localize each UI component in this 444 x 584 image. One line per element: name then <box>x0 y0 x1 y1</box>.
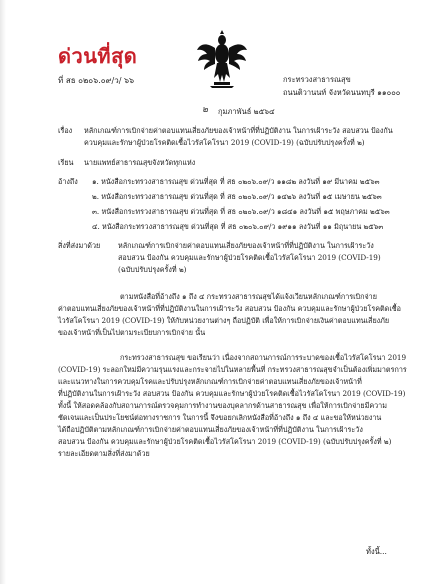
date-text: กุมภาพันธ์ ๒๕๖๔ <box>218 107 275 116</box>
paragraph-2-line: สอบสวน ป้องกัน ควบคุมและรักษาผู้ป่วยโรคติดเชื้อไวรัสโคโรนา 2019 (COVID-19) (ฉบับปรับปรุงครั้งที่ ๒) <box>58 437 392 446</box>
attachment-line-1: หลักเกณฑ์การเบิกจ่ายค่าตอบแทนเสี่ยงภัยของเจ้าหน้าที่ที่ปฏิบัติงาน ในการเฝ้าระวัง <box>118 241 374 250</box>
subject-label: เรื่อง <box>58 126 73 135</box>
attachment-label: สิ่งที่ส่งมาด้วย <box>58 241 101 250</box>
garuda-emblem-icon <box>196 30 248 88</box>
paragraph-2-line: (COVID-19) ระลอกใหม่มีความรุนแรงและกระจายไปในหลายพื้นที่ กระทรวงสาธารณสุขจำเป็นต้องเพิ่มมาตรการ <box>58 365 407 374</box>
paragraph-2-line: รายละเอียดตามสิ่งที่ส่งมาด้วย <box>58 449 150 458</box>
agency-address <box>283 73 400 99</box>
paragraph-1-line: ค่าตอบแทนเสี่ยงภัยของเจ้าหน้าที่ที่ปฏิบัติงานในการเฝ้าระวัง สอบสวน ป้องกัน ควบคุมและรักษาผู้ป่วยโรคติดเชื้อ <box>58 304 401 313</box>
urgent-stamp: ด่วนที่สุด <box>58 44 138 68</box>
reference-item: ๑. หนังสือกระทรวงสาธารณสุข ด่วนที่สุด ที่ สธ ๐๒๐๖.๐๙/ว ๑๑๘๒ ลงวันที่ ๑๙ มีนาคม ๒๕๖๓ <box>92 177 380 186</box>
paragraph-2-line: ทั้งนี้ ให้สอดคล้องกับสถานการณ์ตรวจคุมการทำงานของบุคลากรด้านสาธารณสุข เพื่อให้การเบิกจ่ายมีความ <box>58 401 387 410</box>
paragraph-2-line: ชัดเจนและเป็นประโยชน์ต่อทางราชการ ในการนี้ จึงขอยกเลิกหนังสือที่อ้างถึง ๑ ถึง ๔ และขอให้หน่วยงาน <box>58 413 382 422</box>
continuation-text: ทั้งนี้... <box>366 547 387 556</box>
paragraph-2-line: ได้ถือปฏิบัติตามหลักเกณฑ์การเบิกจ่ายค่าตอบแทนเสี่ยงภัยของเจ้าหน้าที่ที่ปฏิบัติงาน ในการเฝ้าระวัง <box>58 425 363 434</box>
paragraph-2-line: และแนวทางในการควบคุมโรคและปรับปรุงหลักเกณฑ์การเบิกจ่ายค่าตอบแทนเสี่ยงภัยของเจ้าหน้าที่ <box>58 377 362 386</box>
reference-item: ๔. หนังสือกระทรวงสาธารณสุข ด่วนที่สุด ที่ สธ ๐๒๐๖.๐๙/ว ๑๙๑๑ ลงวันที่ ๑๑ มิถุนายน ๒๕๖๓ <box>92 222 384 231</box>
agency-name: กระทรวงสาธารณสุข <box>283 75 351 84</box>
page-edge-shadow <box>0 0 6 584</box>
reference-item: ๓. หนังสือกระทรวงสาธารณสุข ด่วนที่สุด ที่ สธ ๐๒๐๖.๐๙/ว ๑๘๔๑ ลงวันที่ ๑๕ พฤษภาคม ๒๕๖๓ <box>92 207 390 216</box>
agency-street: ถนนติวานนท์ จังหวัดนนทบุรี ๑๑๐๐๐ <box>283 88 401 97</box>
paragraph-2-line: ที่ปฏิบัติงานในการเฝ้าระวัง สอบสวน ป้องกัน ควบคุมและรักษาผู้ป่วยโรคติดเชื้อไวรัสโคโรนา 2019 (COVID-19) <box>58 389 406 398</box>
document-date <box>202 105 275 118</box>
paragraph-1-line: ไวรัสโคโรนา 2019 (COVID-19) ให้กับหน่วยงานต่างๆ ถือปฏิบัติ เพื่อให้การเบิกจ่ายเงินค่าตอบแทนเสี่ยงภัย <box>58 316 390 325</box>
attachment-line-2: สอบสวน ป้องกัน ควบคุมและรักษาผู้ป่วยโรคติดเชื้อไวรัสโคโรนา 2019 (COVID-19) <box>118 253 381 262</box>
paragraph-2-line: กระทรวงสาธารณสุข ขอเรียนว่า เนื่องจากสถานการณ์การระบาดของเชื้อไวรัสโคโรนา 2019 <box>120 353 407 362</box>
attachment-line-3: (ฉบับปรับปรุงครั้งที่ ๒) <box>118 265 187 274</box>
date-day-handwritten: ๒ <box>202 105 208 115</box>
paragraph-1-line: ตามหนังสือที่อ้างถึง ๑ ถึง ๔ กระทรวงสาธารณสุขได้แจ้งเวียนหลักเกณฑ์การเบิกจ่าย <box>120 292 377 301</box>
reference-label: อ้างถึง <box>58 177 78 186</box>
subject-line-2: ควบคุมและรักษาผู้ป่วยโรคติดเชื้อไวรัสโคโรนา 2019 (COVID-19) (ฉบับปรับปรุงครั้งที่ ๒) <box>84 138 365 147</box>
paragraph-1-line: ของเจ้าหน้าที่เป็นไปตามระเบียบการเบิกจ่าย นั้น <box>58 328 206 337</box>
reference-item: ๒. หนังสือกระทรวงสาธารณสุข ด่วนที่สุด ที่ สธ ๐๒๐๖.๐๙/ว ๑๔๒๖ ลงวันที่ ๑๕ เมษายน ๒๕๖๓ <box>92 192 382 201</box>
recipient-text: นายแพทย์สาธารณสุขจังหวัดทุกแห่ง <box>84 158 196 167</box>
recipient-label: เรียน <box>58 158 74 167</box>
subject-line-1: หลักเกณฑ์การเบิกจ่ายค่าตอบแทนเสี่ยงภัยของเจ้าหน้าที่ที่ปฏิบัติงาน ในการเฝ้าระวัง สอบสวน ป้องกัน <box>84 126 393 135</box>
document-number: ที่ สธ ๐๒๐๖.๐๙/ว/ ๖๖ <box>58 76 135 85</box>
